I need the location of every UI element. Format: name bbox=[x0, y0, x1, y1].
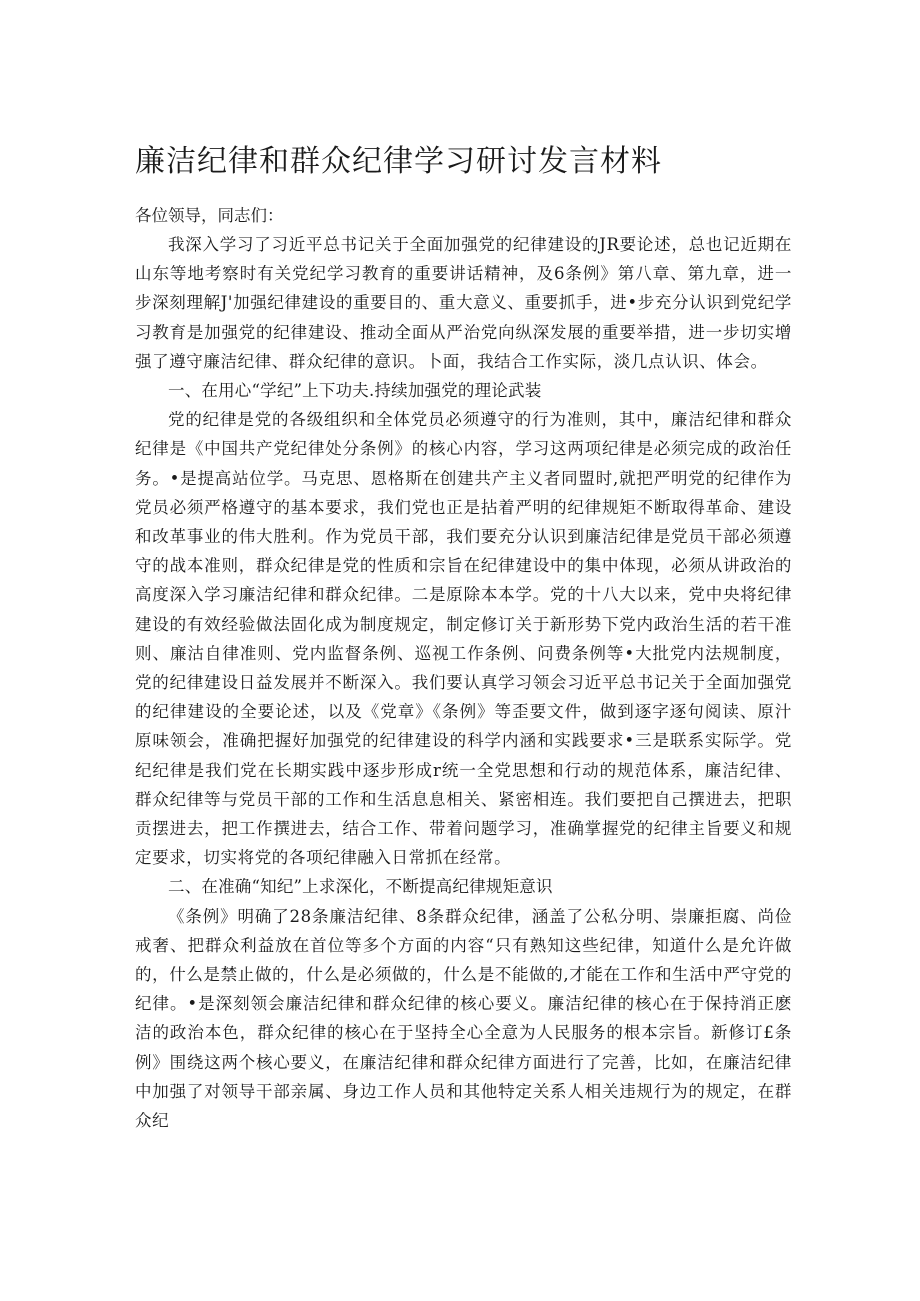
document-title: 廉洁纪律和群众纪律学习研讨发言材料 bbox=[135, 144, 662, 179]
salutation: 各位领导，同志们： bbox=[135, 206, 284, 225]
section-2-paragraph: 《条例》明确了28条廉洁纪律、8条群众纪律，涵盖了公私分明、崇廉拒腐、尚俭戒奢、把群众利益放在首位等多个方面的内容“只有熟知这些纪律，知道什么是允许做的，什么是禁止做的，什么是必须做的，什么是不能做的,才能在工作和生活中严守党的纪律。•是深刻领会廉洁纪律和群众纪律的核心要义。廉洁纪律的核心在于保持消正麽洁的政治本色，群众纪律的核心在于坚持全心全意为人民服务的根本宗旨。新修订£条例》围绕这两个核心要义，在廉洁纪律和群众纪律方面进行了完善，比如，在廉洁纪律中加强了对领导干部亲属、身边工作人员和其他特定关系人相关违规行为的规定，在群众纪 bbox=[135, 906, 792, 1131]
document-body bbox=[135, 230, 792, 1135]
intro-paragraph: 我深入学习了习近平总书记关于全面加强党的纪律建设的JR要论述，总也记近期在山东等地考察时有关党纪学习教育的重要讲话精神，及6条例》第八章、第九章，进一步深刻理解J'加强纪律建设的重要目的、重大意义、重要抓手，进•步充分认识到党纪学习教育是加强党的纪律建设、推动全面从严治党向纵深发展的重要举措，进一步切实增强了遵守廉洁纪律、群众纪律的意识。卜面，我结合工作实际，淡几点认识、体会。 bbox=[135, 235, 792, 371]
section-heading-2: 二、在准确“知纪”上求深化，不断提高纪律规矩意识 bbox=[168, 877, 553, 897]
section-heading-1: 一、在用心“学纪”上下功夫.持续加强党的理论武装 bbox=[168, 381, 542, 401]
section-1-paragraph: 党的纪律是党的各级组织和全体党员必须遵守的行为准则，其中，廉洁纪律和群众纪律是《中国共产党纪律处分条例》的核心内容，学习这两项纪律是必须完成的政治任务。•是提高站位学。马克思、恩格斯在创建共产主义者同盟时,就把严明党的纪律作为党员必须严格遵守的基本要求，我们党也正是拈着严明的纪律规矩不断取得革命、建设和改革事业的伟大胜利。作为党员干部，我们要充分认识到廉洁纪律是党员干部必须遵守的战本准则，群众纪律是党的性质和宗旨在纪律建设中的集中体现，必须从讲政治的高度深入学习廉洁纪律和群众纪律。二是原除本本学。党的十八大以来，党中央将纪律建设的有效经验做法固化成为制度规定，制定修订关于新形势下党内政治生活的若干准则、廉沽自律准则、党内监督条例、巡视工作条例、问费条例等•大批党内法规制度，党的纪律建设日益发展并不断深入。我们要认真学习领会习近平总书记关于全面加强党的纪律建设的全要论述，以及《党章》《条例》等歪要文件，做到逐字逐句阅读、原汁原味领会，准确把握好加强党的纪律建设的科学内涵和实践要求•三是联系实际学。党纪纪律是我们党在长期实践中逐步形成r统一全党思想和行动的规范体系，廉洁纪律、群众纪律等与党员干部的工作和生活息息相关、紧密相连。我们要把自己撰进去，把职贡摆进去，把工作撰进去，结合工作、带着问题学习，准确掌握党的纪律主旨要义和规定要求，切实将党的各项纪律融入日常抓在经常。 bbox=[135, 410, 792, 868]
